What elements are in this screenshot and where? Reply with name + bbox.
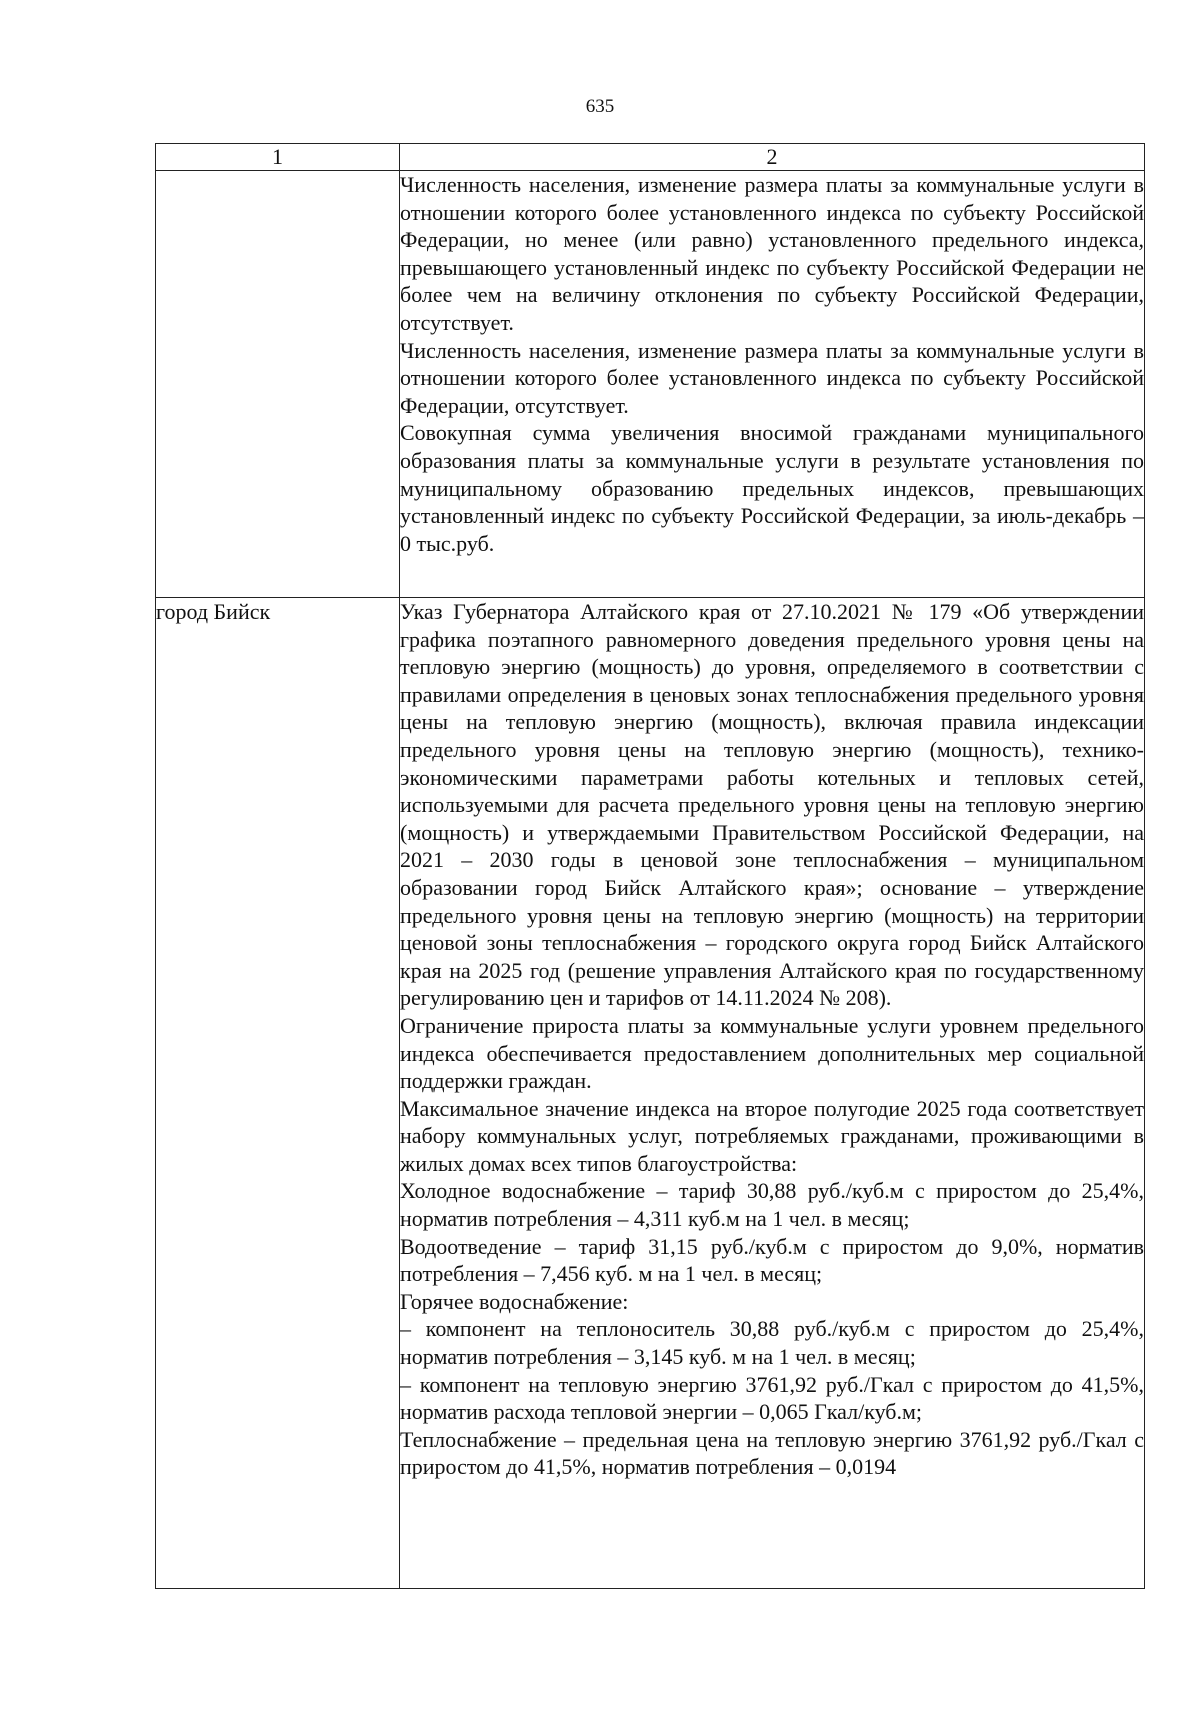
paragraph: Горячее водоснабжение: xyxy=(400,1288,629,1314)
paragraph: Ограничение прироста платы за коммунальные услуги уровнем предельного индекса обеспечивается предоставлением дополнительных мер социальной поддержки граждан. xyxy=(400,1012,1144,1094)
paragraph: Водоотведение – тариф 31,15 руб./куб.м с приростом до 9,0%, норматив потребления – 7,456 куб. м на 1 чел. в месяц; xyxy=(400,1233,1144,1287)
municipality-cell: город Бийск xyxy=(156,598,400,1589)
column-header-1: 1 xyxy=(156,144,400,171)
table-row xyxy=(156,598,1145,1589)
paragraph: Холодное водоснабжение – тариф 30,88 руб./куб.м с приростом до 25,4%, норматив потребления – 4,311 куб.м на 1 чел. в месяц; xyxy=(400,1178,1144,1232)
description-cell xyxy=(400,598,1145,1589)
paragraph: Численность населения, изменение размера платы за коммунальные услуги в отношении которого более установленного индекса по субъекту Российской Федерации, но менее (или равно) установленного предельного индекса, превышающего установленный индекс по субъекту Российской Федерации не более чем на величину отклонения по субъекту Российской Федерации, отсутствует. xyxy=(400,172,1144,335)
paragraph: Совокупная сумма увеличения вносимой гражданами муниципального образования платы за коммунальные услуги в результате установления по муниципальному образованию предельных индексов, превышающих установленный индекс по субъекту Российской Федерации, за июль-декабрь – 0 тыс.руб. xyxy=(400,420,1144,556)
paragraph: – компонент на теплоноситель 30,88 руб./куб.м с приростом до 25,4%, норматив потребления – 3,145 куб. м на 1 чел. в месяц; xyxy=(400,1316,1144,1370)
paragraph: Численность населения, изменение размера платы за коммунальные услуги в отношении которого более установленного индекса по субъекту Российской Федерации, отсутствует. xyxy=(400,337,1144,418)
paragraph: – компонент на тепловую энергию 3761,92 руб./Гкал с приростом до 41,5%, норматив расхода тепловой энергии – 0,065 Гкал/куб.м; xyxy=(400,1371,1144,1425)
tariff-table xyxy=(155,143,1145,1589)
table-header-row xyxy=(156,144,1145,171)
description-cell xyxy=(400,171,1145,598)
municipality-cell xyxy=(156,171,400,598)
column-header-2: 2 xyxy=(400,144,1145,171)
table-row xyxy=(156,171,1145,598)
page-number: 635 xyxy=(585,96,615,117)
paragraph: Теплоснабжение – предельная цена на тепловую энергию 3761,92 руб./Гкал с приростом до 41,5%, норматив потребления – 0,0194 xyxy=(400,1426,1144,1480)
paragraph: Указ Губернатора Алтайского края от 27.10.2021 № 179 «Об утверждении графика поэтапного равномерного доведения предельного уровня цены на тепловую энергию (мощность) до уровня, определяемого в соответствии с правилами определения в ценовых зонах теплоснабжения предельного уровня цены на тепловую энергию (мощность), включая правила индексации предельного уровня цены на тепловую энергию (мощность), технико-экономическими параметрами работы котельных и тепловых сетей, используемыми для расчета предельного уровня цены на тепловую энергию (мощность) и утверждаемыми Правительством Российской Федерации, на 2021 – 2030 годы в ценовой зоне теплоснабжения – муниципальном образовании город Бийск Алтайского края»; основание – утверждение предельного уровня цены на тепловую энергию (мощность) на территории ценовой зоны теплоснабжения – городского округа город Бийск Алтайского края на 2025 год (решение управления Алтайского края по государственному регулированию цен и тарифов от 14.11.2024 № 208). xyxy=(400,599,1144,1011)
paragraph: Максимальное значение индекса на второе полугодие 2025 года соответствует набору коммунальных услуг, потребляемых гражданами, проживающими в жилых домах всех типов благоустройства: xyxy=(400,1095,1144,1176)
